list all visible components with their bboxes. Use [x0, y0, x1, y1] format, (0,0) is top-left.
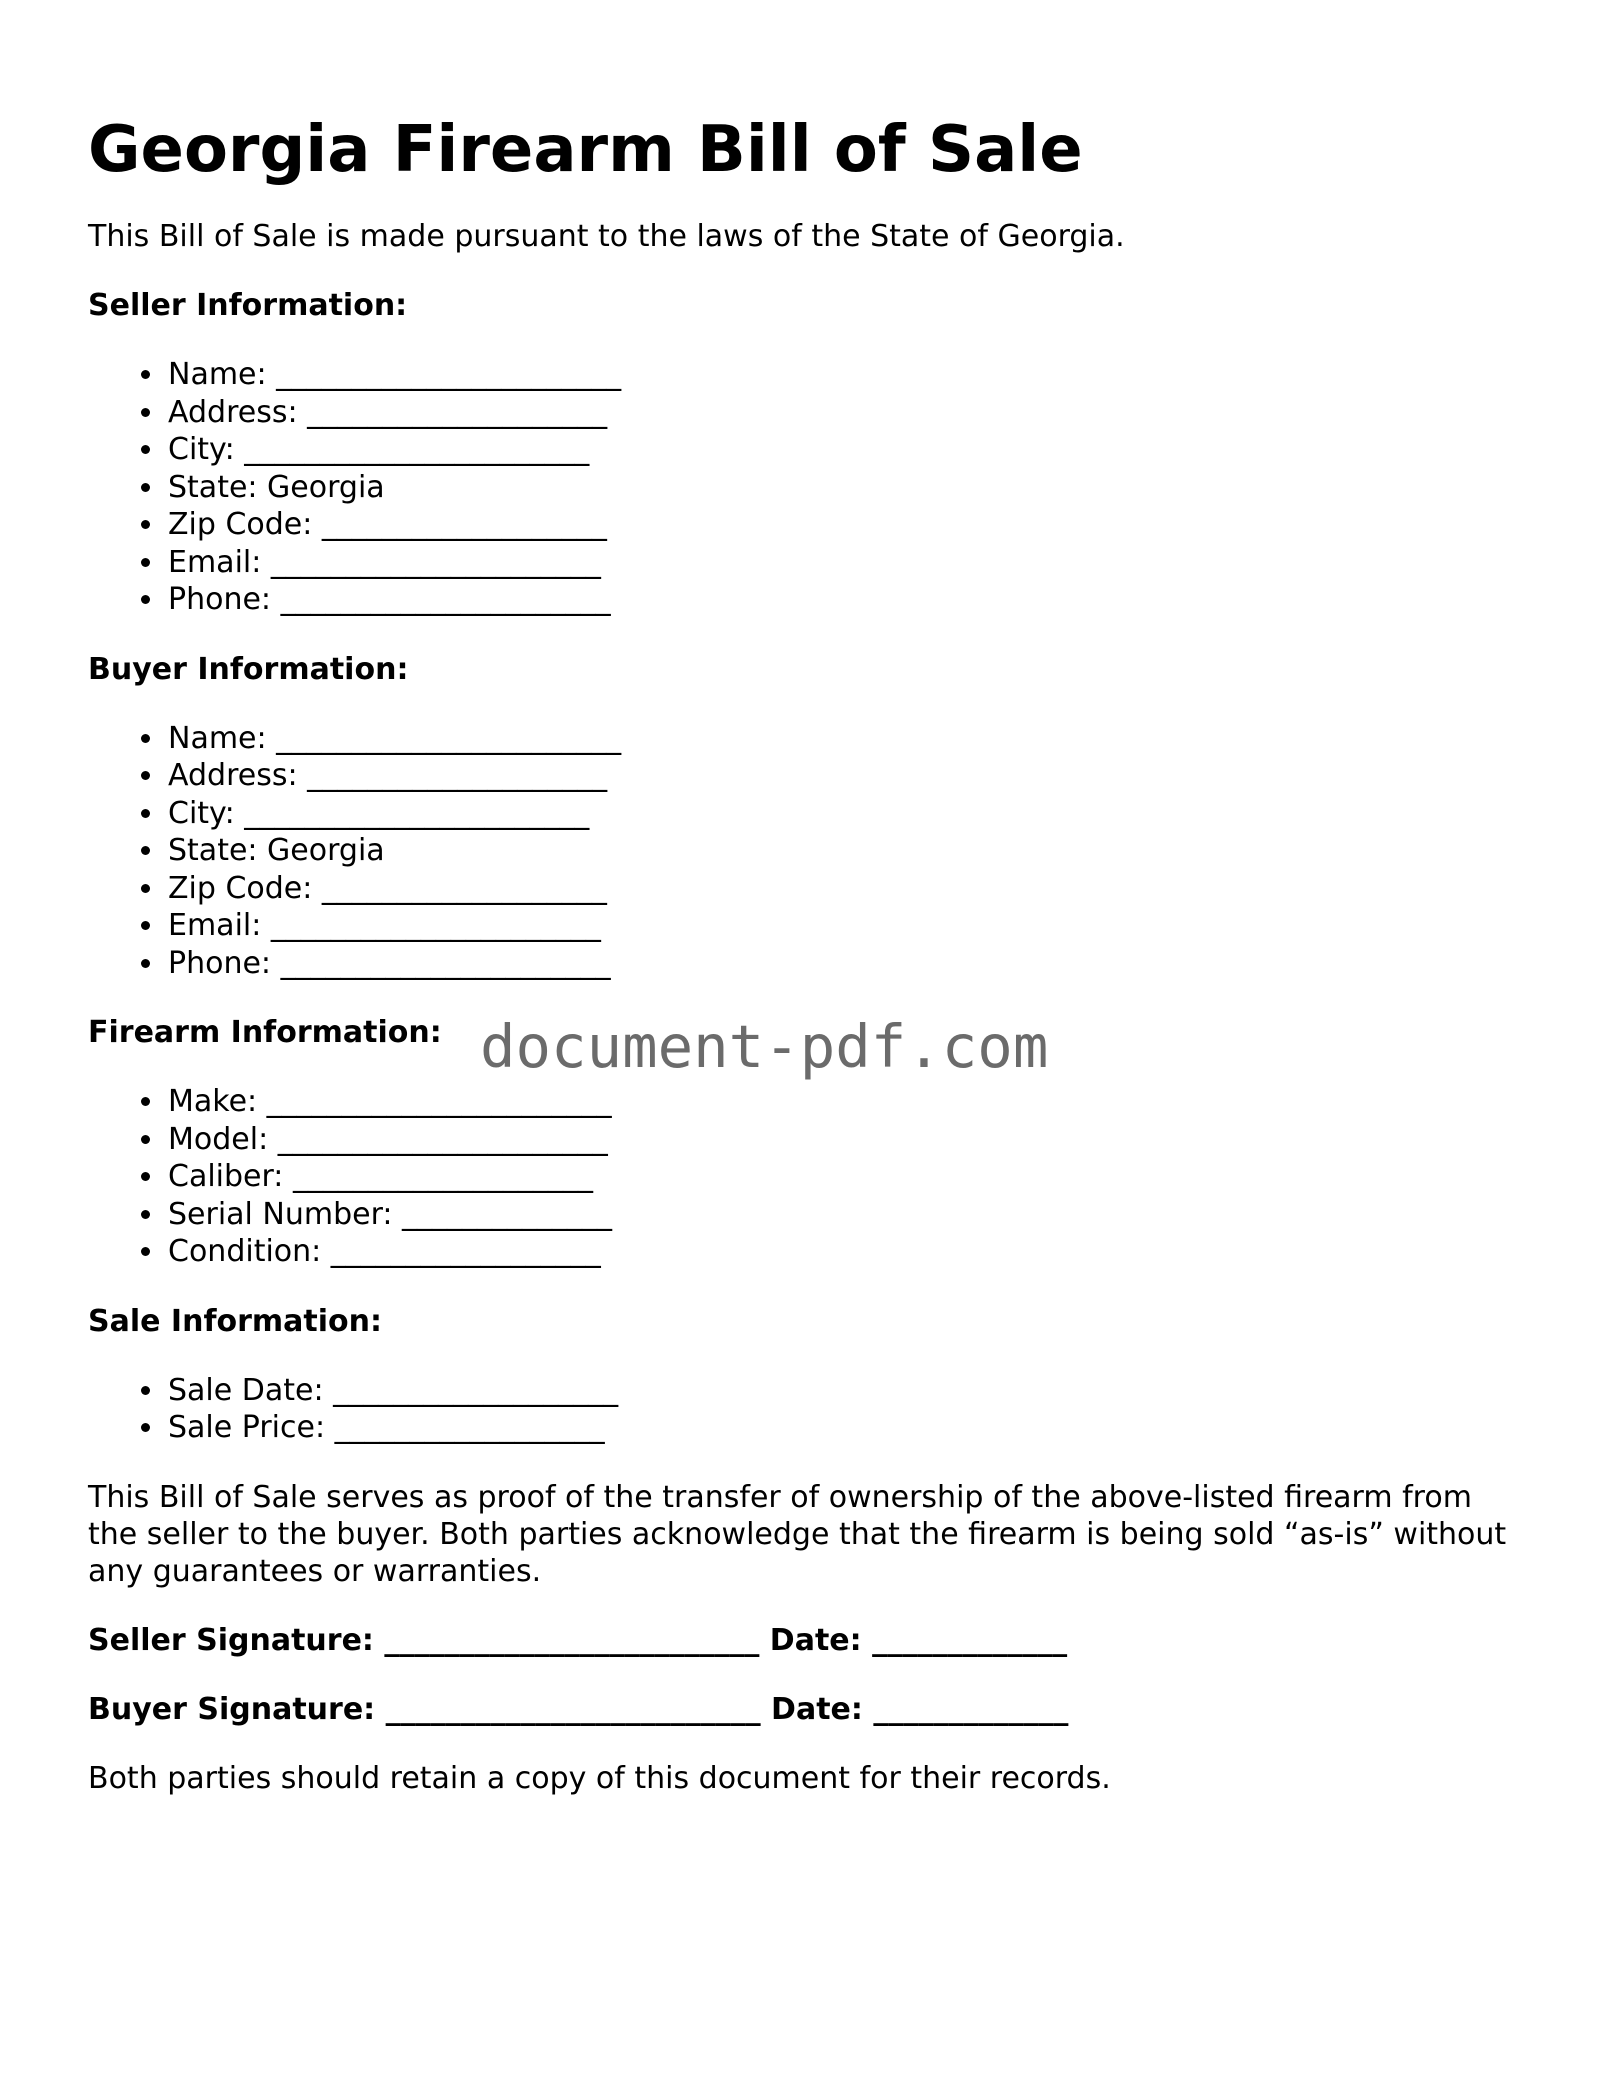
- seller-state-field: • State: Georgia: [166, 469, 1528, 507]
- seller-fields-list: [88, 356, 1528, 619]
- buyer-state-field: • State: Georgia: [166, 832, 1528, 870]
- buyer-signature-line: Buyer Signature: _________________________ Date: _____________: [88, 1691, 1069, 1727]
- firearm-caliber-field: • Caliber: ____________________: [166, 1158, 1528, 1196]
- seller-signature-line: Seller Signature: _________________________ Date: _____________: [88, 1622, 1068, 1658]
- buyer-name-field: • Name: _______________________: [166, 720, 1528, 758]
- buyer-address-field: • Address: ____________________: [166, 757, 1528, 795]
- firearm-model-field: • Model: ______________________: [166, 1121, 1528, 1159]
- intro-paragraph: This Bill of Sale is made pursuant to the laws of the State of Georgia.: [88, 219, 1125, 254]
- seller-address-field: • Address: ____________________: [166, 394, 1528, 432]
- sale-fields-list: [88, 1372, 1528, 1447]
- buyer-email-field: • Email: ______________________: [166, 907, 1528, 945]
- firearm-fields-list: [88, 1083, 1528, 1271]
- buyer-phone-field: • Phone: ______________________: [166, 945, 1528, 983]
- seller-zip-field: • Zip Code: ___________________: [166, 506, 1528, 544]
- transfer-statement: This Bill of Sale serves as proof of the transfer of ownership of the above-listed firearm from the seller to the buyer. Both parties acknowledge that the firearm is being sold “as-is” without any guarantees or warranties.: [88, 1479, 1507, 1589]
- buyer-zip-field: • Zip Code: ___________________: [166, 870, 1528, 908]
- firearm-serial-field: • Serial Number: ______________: [166, 1196, 1528, 1234]
- buyer-city-field: • City: _______________________: [166, 795, 1528, 833]
- firearm-heading: Firearm Information:: [88, 1015, 442, 1050]
- seller-phone-field: • Phone: ______________________: [166, 581, 1528, 619]
- document-title: Georgia Firearm Bill of Sale: [88, 113, 1083, 187]
- seller-heading: Seller Information:: [88, 288, 408, 323]
- firearm-make-field: • Make: _______________________: [166, 1083, 1528, 1121]
- retain-copy-note: Both parties should retain a copy of this document for their records.: [88, 1760, 1111, 1796]
- seller-city-field: • City: _______________________: [166, 431, 1528, 469]
- document-page: [88, 112, 1528, 1797]
- buyer-heading: Buyer Information:: [88, 651, 409, 687]
- watermark-text: document-pdf.com: [480, 1012, 1049, 1081]
- buyer-fields-list: [88, 720, 1528, 983]
- seller-email-field: • Email: ______________________: [166, 544, 1528, 582]
- seller-name-field: • Name: _______________________: [166, 356, 1528, 394]
- sale-price-field: • Sale Price: __________________: [166, 1409, 1528, 1447]
- sale-heading: Sale Information:: [88, 1303, 382, 1339]
- sale-date-field: • Sale Date: ___________________: [166, 1372, 1528, 1410]
- firearm-condition-field: • Condition: __________________: [166, 1233, 1528, 1271]
